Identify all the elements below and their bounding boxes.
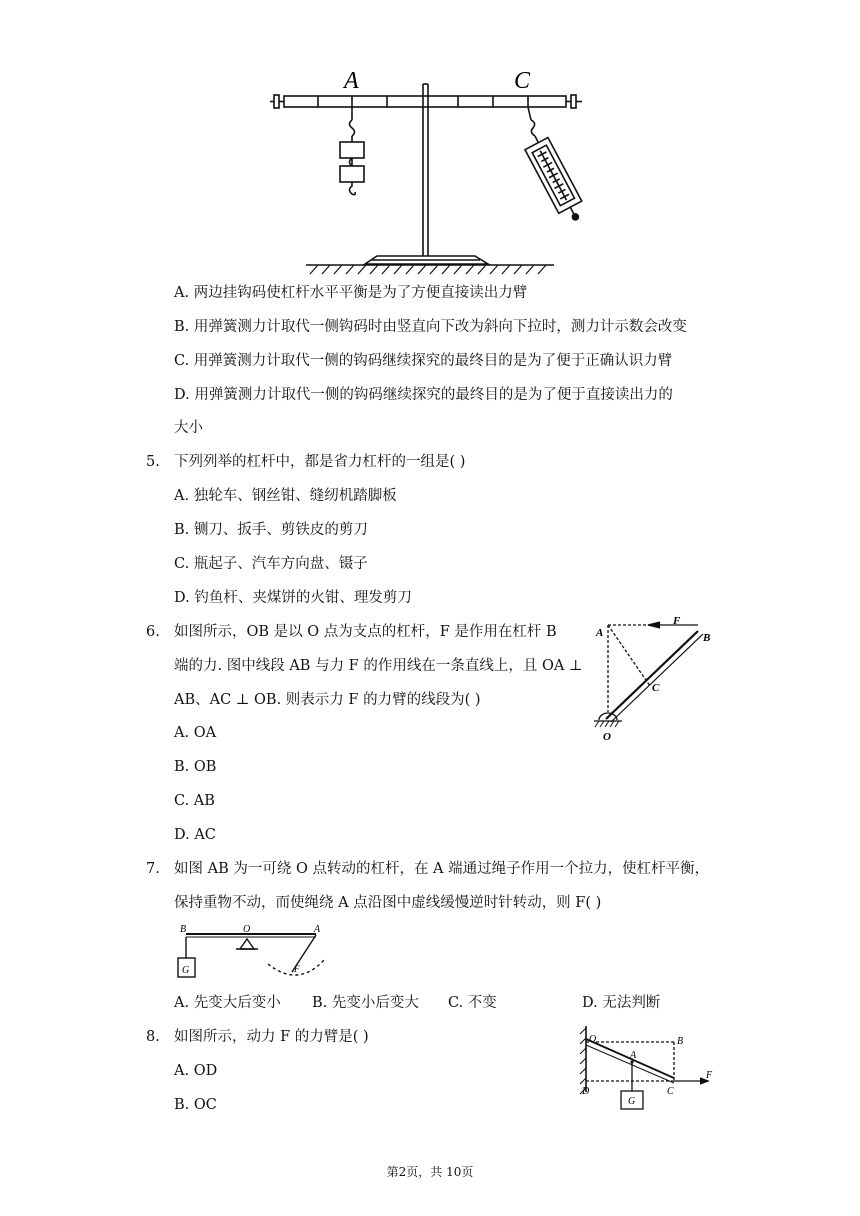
q7-stem-line2: 保持重物不动，而使绳绕 A 点沿图中虚线缓慢逆时针转动，则 F( ) — [174, 895, 602, 911]
q6-option-b: B. OB — [174, 759, 217, 775]
figure-label-a: A — [344, 68, 359, 94]
page-footer: 第2页，共 10页 — [386, 1165, 474, 1179]
lever-experiment-figure — [262, 60, 592, 280]
q6-fig-label-o: O — [603, 731, 611, 743]
q5-stem: 下列列举的杠杆中，都是省力杠杆的一组是( ) — [174, 454, 466, 470]
q7-option-b: B. 先变小后变大 — [312, 995, 419, 1011]
q8-option-a: A. OD — [174, 1063, 218, 1079]
q6-fig-label-a: A — [596, 627, 604, 639]
q6-fig-label-c: C — [652, 682, 660, 694]
q8-fig-label-d: D — [582, 1086, 590, 1097]
q8-fig-label-a: A — [630, 1050, 637, 1061]
q7-number: 7. — [146, 861, 160, 877]
q8-fig-label-c: C — [667, 1086, 674, 1097]
q5-option-d: D. 钓鱼杆、夹煤饼的火钳、理发剪刀 — [174, 590, 412, 606]
q7-fig-label-f: F — [294, 964, 300, 974]
q7-option-a: A. 先变大后变小 — [174, 995, 281, 1011]
figure-label-c: C — [514, 68, 531, 94]
q6-stem-line2: 端的力. 图中线段 AB 与力 F 的作用线在一条直线上，且 OA ⊥ — [174, 658, 583, 674]
q6-option-c: C. AB — [174, 793, 215, 809]
q7-lever-figure — [168, 922, 348, 986]
q6-lever-figure — [586, 612, 726, 744]
q6-fig-label-f: F — [673, 615, 681, 627]
q4-option-c: C. 用弹簧测力计取代一侧的钩码继续探究的最终目的是为了便于正确认识力臂 — [174, 353, 673, 369]
q8-option-b: B. OC — [174, 1097, 217, 1113]
q7-fig-label-g: G — [182, 965, 190, 976]
q5-number: 5. — [146, 454, 160, 470]
q7-fig-label-o: O — [243, 924, 251, 935]
q4-option-d: D. 用弹簧测力计取代一侧的钩码继续探究的最终目的是为了便于直接读出力的 — [174, 387, 673, 403]
q6-option-a: A. OA — [174, 725, 217, 741]
q8-lever-figure — [574, 1020, 724, 1116]
q8-fig-label-b: B — [677, 1036, 684, 1047]
q4-option-b: B. 用弹簧测力计取代一侧钩码时由竖直向下改为斜向下拉时，测力计示数会改变 — [174, 319, 687, 335]
q6-number: 6. — [146, 624, 160, 640]
q4-option-d-continued: 大小 — [174, 420, 203, 436]
q6-stem-line3: AB、AC ⊥ OB. 则表示力 F 的力臂的线段为( ) — [174, 692, 481, 708]
q7-fig-label-b: B — [180, 924, 187, 935]
q6-stem-line1: 如图所示，OB 是以 O 点为支点的杠杆，F 是作用在杠杆 B — [174, 624, 557, 640]
q7-fig-label-a: A — [314, 924, 321, 935]
q8-fig-label-o: O — [589, 1034, 597, 1045]
q5-option-b: B. 铡刀、扳手、剪铁皮的剪刀 — [174, 522, 368, 538]
q8-number: 8. — [146, 1029, 160, 1045]
q4-option-a: A. 两边挂钩码使杠杆水平平衡是为了方便直接读出力臂 — [174, 285, 528, 301]
q8-fig-label-g: G — [628, 1096, 636, 1107]
q5-option-c: C. 瓶起子、汽车方向盘、镊子 — [174, 556, 368, 572]
q5-option-a: A. 独轮车、钢丝钳、缝纫机踏脚板 — [174, 488, 397, 504]
q8-fig-label-f: F — [706, 1070, 713, 1081]
q6-fig-label-b: B — [703, 632, 711, 644]
q7-stem-line1: 如图 AB 为一可绕 O 点转动的杠杆，在 A 端通过绳子作用一个拉力，使杠杆平衡， — [174, 861, 710, 877]
q7-option-c: C. 不变 — [448, 995, 497, 1011]
q8-stem: 如图所示，动力 F 的力臂是( ) — [174, 1029, 369, 1045]
q7-option-d: D. 无法判断 — [582, 995, 661, 1011]
q6-option-d: D. AC — [174, 827, 216, 843]
